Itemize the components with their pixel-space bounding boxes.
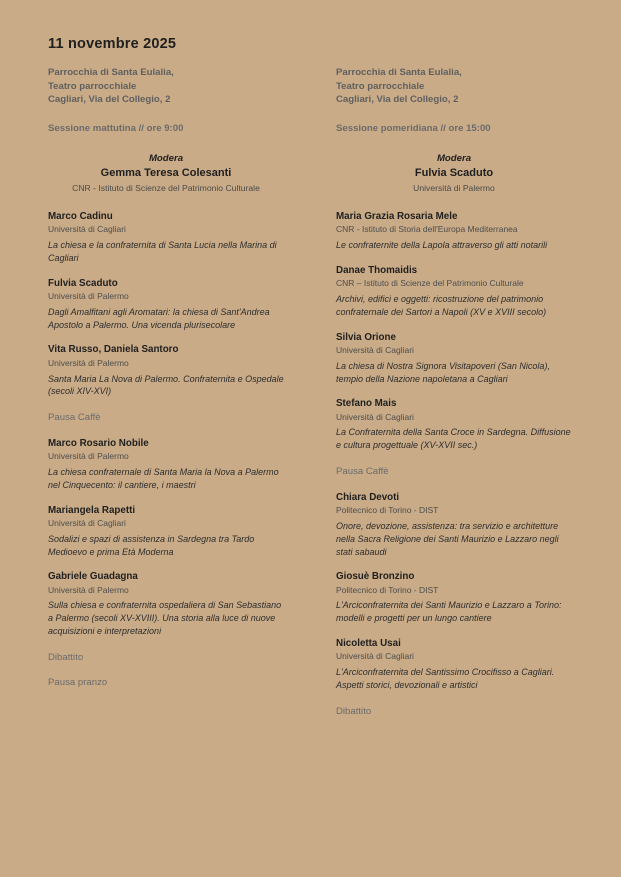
speaker-affiliation: Università di Palermo [48, 357, 129, 368]
talk-entry [48, 210, 284, 265]
speaker-name: Danae Thomaidis [336, 265, 418, 276]
agenda-item: Pausa pranzo [48, 676, 108, 688]
session-label-morning: Sessione mattutina // ore 9:00 [48, 122, 184, 134]
speaker-affiliation: Politecnico di Torino - DIST [336, 584, 439, 595]
talk-entry [336, 491, 572, 558]
talk-entry [336, 570, 572, 625]
talk-title: L'Arciconfraternita dei Santi Maurizio e Lazzaro a Torino: modelli e progetti per un lungo cantiere [336, 600, 562, 624]
speaker-name: Stefano Mais [336, 398, 397, 410]
talk-title: Le confraternite della Lapola attraverso gli atti notarili [336, 240, 548, 251]
speaker-name: Nicoletta Usai [336, 637, 401, 649]
speaker-affiliation: Università di Palermo [48, 290, 129, 301]
column-morning [48, 66, 284, 727]
speaker-affiliation: Università di Cagliari [48, 517, 126, 528]
speaker-name: Giosuè Bronzino [336, 571, 415, 583]
speaker-affiliation: CNR – Istituto di Scienze del Patrimonio Culturale [336, 278, 524, 289]
break-item: Pausa Caffè [48, 412, 101, 424]
program-columns [48, 66, 573, 727]
talk-entry [336, 331, 572, 386]
talk-title: La chiesa e la confraternita di Santa Lucia nella Marina di Cagliari [48, 240, 277, 263]
page-title: 11 novembre 2025 [48, 36, 177, 52]
moderator-affiliation: CNR - Istituto di Scienze del Patrimonio Culturale [72, 182, 260, 193]
talk-entry [48, 277, 284, 332]
speaker-affiliation: Università di Cagliari [336, 411, 414, 422]
talk-title: Sodalizi e spazi di assistenza in Sardegna tra Tardo Medioevo e prima Età Moderna [48, 533, 255, 557]
talk-title: Onore, devozione, assistenza: tra servizio e architetture nella Sacra Religione dei Santi Maurizio e Lazzaro negli stati sabaudi [336, 521, 559, 557]
moderator-label: Modera [436, 152, 472, 164]
talk-title: La Confraternita della Santa Croce in Sardegna. Diffusione e cultura progettuale (XV-XVII sec.) [336, 427, 571, 451]
speaker-name: Marco Rosario Nobile [48, 438, 149, 450]
moderator-affiliation: Università di Palermo [413, 182, 495, 193]
talk-title: Archivi, edifici e oggetti: ricostruzione del patrimonio confraternale dei Sartori a Napoli (XV e XVIII secolo) [336, 294, 547, 317]
agenda-item: Dibattito [48, 651, 84, 663]
talk-title: Santa Maria La Nova di Palermo. Confraternita e Ospedale (secoli XIV-XVI) [48, 373, 284, 397]
moderator-name: Gemma Teresa Colesanti [100, 166, 232, 179]
break-item: Pausa Caffè [336, 465, 389, 477]
talk-list-morning [48, 210, 284, 688]
column-afternoon [336, 66, 572, 727]
agenda-item: Dibattito [336, 705, 372, 717]
talk-entry [336, 210, 572, 252]
speaker-affiliation: Università di Cagliari [336, 344, 414, 355]
moderator-name: Fulvia Scaduto [414, 166, 494, 179]
speaker-name: Vita Russo, Daniela Santoro [48, 344, 179, 356]
session-label-afternoon: Sessione pomeridiana // ore 15:00 [336, 122, 491, 134]
speaker-name: Fulvia Scaduto [48, 277, 118, 289]
speaker-affiliation: Università di Cagliari [48, 224, 126, 235]
speaker-affiliation: Università di Palermo [48, 451, 129, 462]
moderator-block-morning [48, 152, 284, 194]
talk-title: L'Arciconfraternita del Santissimo Crocifisso a Cagliari. Aspetti storici, devozionali e artistici [336, 667, 555, 690]
talk-entry [336, 397, 572, 452]
speaker-name: Chiara Devoti [336, 491, 400, 503]
venue-address-morning: Parrocchia di Santa Eulalia, Teatro parrocchiale Cagliari, Via del Collegio, 2 [48, 67, 174, 106]
talk-title: La chiesa di Nostra Signora Visitapoveri (San Nicola), tempio della Nazione napoletana a Cagliari [336, 360, 550, 384]
speaker-affiliation: Università di Cagliari [336, 651, 414, 662]
talk-entry [48, 437, 284, 492]
speaker-name: Mariangela Rapetti [48, 504, 136, 516]
talk-list-afternoon [336, 210, 572, 716]
speaker-name: Gabriele Guadagna [48, 571, 138, 583]
speaker-affiliation: Politecnico di Torino - DIST [336, 505, 439, 516]
talk-title: Dagli Amalfitani agli Aromatari: la chiesa di Sant'Andrea Apostolo a Palermo. Una vicenda plurisecolare [48, 306, 270, 330]
speaker-name: Silvia Orione [336, 331, 396, 343]
talk-entry [336, 637, 572, 692]
talk-entry [48, 343, 284, 398]
venue-address-afternoon: Parrocchia di Santa Eulalia, Teatro parrocchiale Cagliari, Via del Collegio, 2 [336, 67, 462, 106]
talk-title: Sulla chiesa e confraternita ospedaliera di San Sebastiano a Palermo (secoli XV-XVIII). Una storia alla luce di nuove acquisizioni e interpretazioni [48, 600, 282, 636]
speaker-name: Maria Grazia Rosaria Mele [336, 211, 458, 223]
speaker-affiliation: Università di Palermo [48, 584, 129, 595]
speaker-name: Marco Cadinu [48, 211, 113, 223]
moderator-label: Modera [148, 152, 184, 164]
talk-entry [48, 570, 284, 637]
talk-entry [48, 504, 284, 559]
speaker-affiliation: CNR - Istituto di Storia dell'Europa Mediterranea [336, 224, 518, 235]
talk-title: La chiesa confraternale di Santa Maria la Nova a Palermo nel Cinquecento: il cantiere, i maestri [48, 467, 279, 490]
moderator-block-afternoon [336, 152, 572, 194]
talk-entry [336, 264, 572, 319]
